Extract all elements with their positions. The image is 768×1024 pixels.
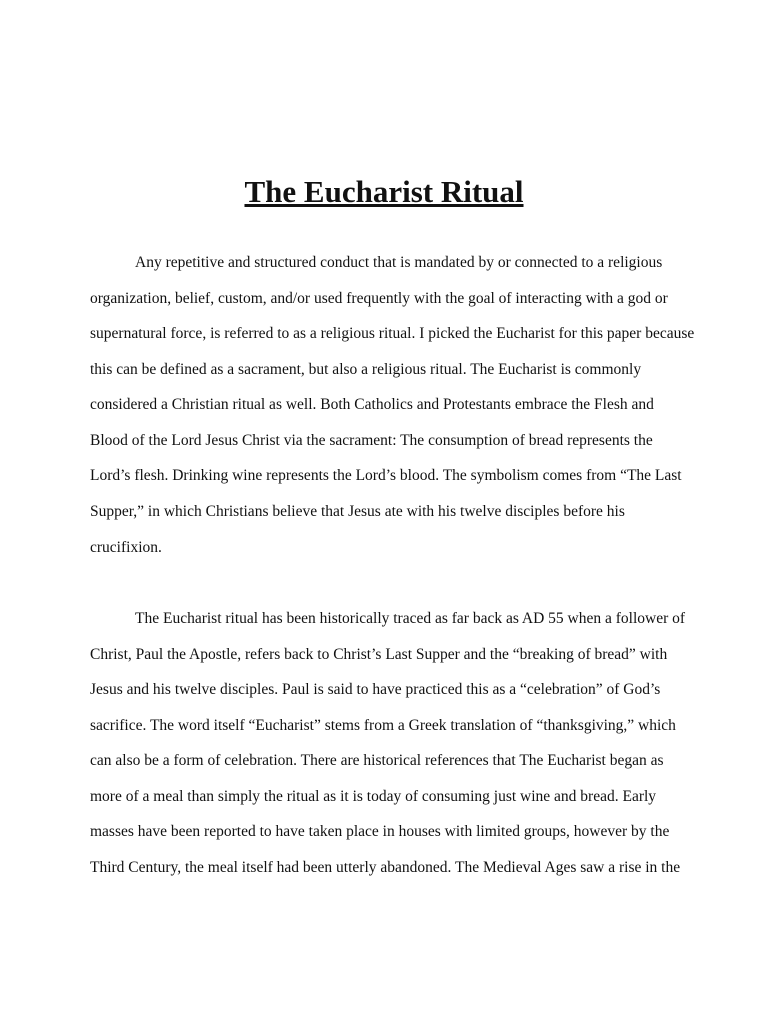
paragraph-line: masses have been reported to have taken place in houses with limited groups, however by the (90, 823, 670, 840)
paragraph-line: supernatural force, is referred to as a religious ritual. I picked the Eucharist for this paper because (90, 325, 695, 342)
paragraph-line: considered a Christian ritual as well. Both Catholics and Protestants embrace the Flesh and (90, 396, 654, 413)
paragraph-line: The Eucharist ritual has been historically traced as far back as AD 55 when a follower of (135, 610, 686, 627)
paragraph-line: this can be defined as a sacrament, but also a religious ritual. The Eucharist is commonly (90, 361, 642, 378)
paragraph-line: Jesus and his twelve disciples. Paul is said to have practiced this as a “celebration” of God’s (90, 681, 661, 698)
paragraph-line: crucifixion. (90, 539, 162, 556)
document-title-text: The Eucharist Ritual (244, 174, 524, 209)
document-title (0, 174, 768, 209)
paragraph-line: Christ, Paul the Apostle, refers back to Christ’s Last Supper and the “breaking of bread” with (90, 646, 668, 663)
paragraph-line: Blood of the Lord Jesus Christ via the sacrament: The consumption of bread represents the (90, 432, 653, 449)
paragraph-line: Third Century, the meal itself had been utterly abandoned. The Medieval Ages saw a rise in the (90, 859, 681, 876)
paragraph-line: organization, belief, custom, and/or used frequently with the goal of interacting with a god or (90, 290, 668, 307)
paragraph-line: sacrifice. The word itself “Eucharist” stems from a Greek translation of “thanksgiving,” which (90, 717, 676, 734)
paragraph-line: Lord’s flesh. Drinking wine represents the Lord’s blood. The symbolism comes from “The Last (90, 467, 682, 484)
paragraph-line: Supper,” in which Christians believe that Jesus ate with his twelve disciples before his (90, 503, 625, 520)
paragraph-line: can also be a form of celebration. There are historical references that The Eucharist began as (90, 752, 664, 769)
paragraph-line: Any repetitive and structured conduct that is mandated by or connected to a religious (135, 254, 663, 271)
paragraph-line: more of a meal than simply the ritual as it is today of consuming just wine and bread. Early (90, 788, 657, 805)
